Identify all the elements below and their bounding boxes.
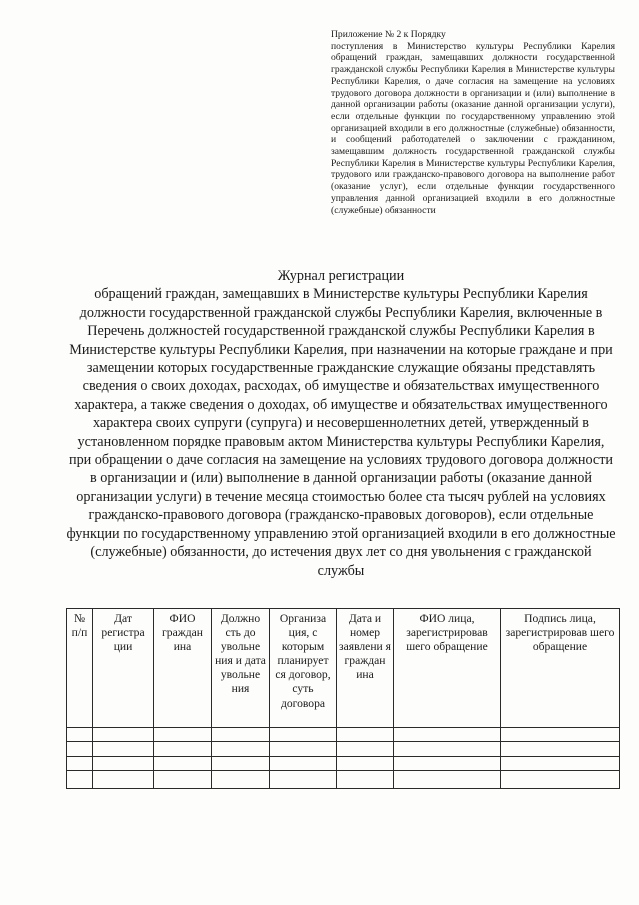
table-cell xyxy=(67,771,93,789)
table-cell xyxy=(394,742,501,757)
table-cell xyxy=(93,771,154,789)
journal-heading: Журнал регистрации xyxy=(277,268,405,284)
table-cell xyxy=(212,771,270,789)
table-row xyxy=(67,757,620,771)
journal-title-block xyxy=(66,267,616,580)
table-cell xyxy=(154,771,212,789)
table-cell xyxy=(337,771,394,789)
header-number: № п/п xyxy=(67,609,93,728)
table-cell xyxy=(394,728,501,742)
registration-table xyxy=(66,608,620,789)
table-header-row xyxy=(67,609,620,728)
header-organization: Организа ция, с которым планирует ся договор, суть договора xyxy=(270,609,337,728)
header-registration-date: Дат регистра ции xyxy=(93,609,154,728)
table-cell xyxy=(501,728,620,742)
table-cell xyxy=(212,728,270,742)
header-registrar-signature: Подпись лица, зарегистрировав шего обращение xyxy=(501,609,620,728)
header-registrar-name: ФИО лица, зарегистрировав шего обращение xyxy=(394,609,501,728)
table-cell xyxy=(337,728,394,742)
header-citizen-name: ФИО граждан ина xyxy=(154,609,212,728)
table-cell xyxy=(270,728,337,742)
header-application-date-number: Дата и номер заявлени я граждан ина xyxy=(337,609,394,728)
appendix-title: Приложение № 2 к Порядку xyxy=(331,29,446,40)
appendix-text: поступления в Министерство культуры Республики Карелия обращений граждан, замещавших должности государственной гражданской службы Республики Карелия в Министерстве культуры Республики Карелия, о даче согласия на замещение на условиях трудового договора должности в организации и (или) выполнение в данной организации работы (оказание данной организации услуги), если отдельные функции по государственному управлению этой организацией входили в его должностные (служебные) обязанности, и сообщений работодателей о заключении с гражданином, замещавшим должность государственной гражданской службы Республики Карелия в Министерстве культуры Республики Карелия, трудового или гражданско-правового договора на выполнение работ (оказание услуг), если отдельные функции государственного управления данной организацией входили в его должностные (служебные) обязанности xyxy=(331,40,615,216)
table-cell xyxy=(501,757,620,771)
table-cell xyxy=(394,757,501,771)
appendix-note xyxy=(331,29,615,216)
table-row xyxy=(67,728,620,742)
table-cell xyxy=(67,742,93,757)
table-cell xyxy=(67,728,93,742)
table-cell xyxy=(212,757,270,771)
table-cell xyxy=(154,728,212,742)
table-cell xyxy=(270,771,337,789)
table-cell xyxy=(154,757,212,771)
header-position-dismissal: Должно сть до увольне ния и дата увольне ния xyxy=(212,609,270,728)
table-cell xyxy=(501,771,620,789)
table-cell xyxy=(93,728,154,742)
table-row xyxy=(67,771,620,789)
journal-subtitle: обращений граждан, замещавших в Министерстве культуры Республики Карелия должности государственной гражданской службы Республики Карелия, включенные в Перечень должностей государственной гражданской службы Республики Карелия в Министерстве культуры Республики Карелия, при назначении на которые граждане и при замещении которых государственные гражданские служащие обязаны представлять сведения о своих доходах, расходах, об имуществе и обязательствах имущественного характера, а также сведения о доходах, об имуществе и обязательствах имущественного характера своих супруги (супруга) и несовершеннолетних детей, утвержденный в установленном порядке правовым актом Министерства культуры Республики Карелия, при обращении о даче согласия на замещение на условиях трудового договора должности в организации и (или) выполнение в данной организации работы (оказание данной организации услуги) в течение месяца стоимостью более ста тысяч рублей на условиях гражданско-правового договора (гражданско-правовых договоров), если отдельные функции по государственному управлению этой организацией входили в его должностные (служебные) обязанности, до истечения двух лет со дня увольнения с гражданской службы xyxy=(66,286,616,579)
table-cell xyxy=(67,757,93,771)
table-cell xyxy=(270,742,337,757)
table-cell xyxy=(337,742,394,757)
table-cell xyxy=(93,742,154,757)
table-cell xyxy=(394,771,501,789)
table-cell xyxy=(154,742,212,757)
table-cell xyxy=(212,742,270,757)
table-cell xyxy=(337,757,394,771)
table-cell xyxy=(501,742,620,757)
table-row xyxy=(67,742,620,757)
table-cell xyxy=(270,757,337,771)
table-cell xyxy=(93,757,154,771)
